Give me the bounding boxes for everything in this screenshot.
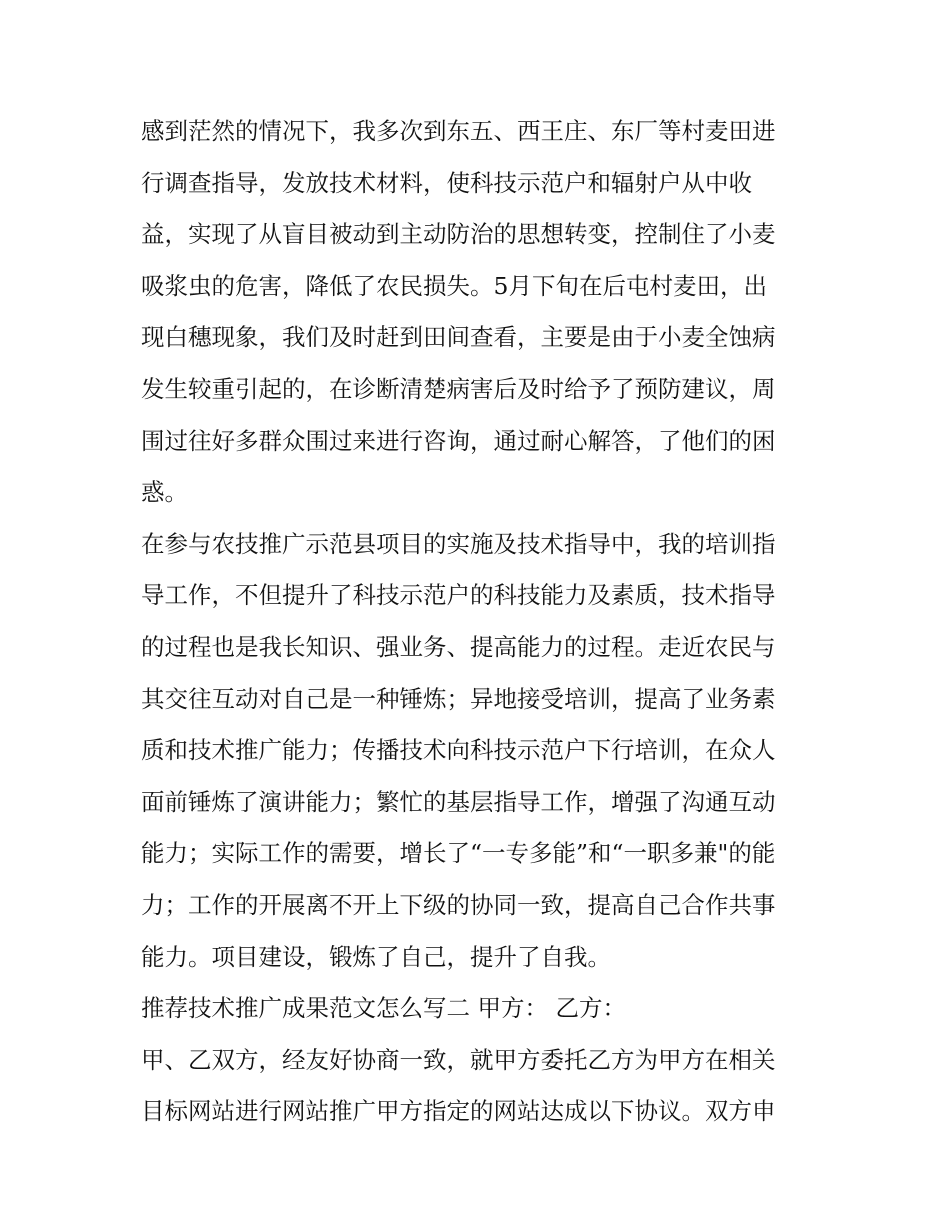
text-line: 力；工作的开展离不开上下级的协同一致，提高自己合作共事	[141, 890, 776, 919]
text-line: 在参与农技推广示范县项目的实施及技术指导中，我的培训指	[141, 529, 776, 558]
text-line: 能力。项目建设，锻炼了自己，提升了自我。	[141, 942, 611, 971]
text-line: 的过程也是我长知识、强业务、提高能力的过程。走近农民与	[141, 632, 776, 661]
text-line: 导工作，不但提升了科技示范户的科技能力及素质，技术指导	[141, 581, 776, 610]
text-line: 现白穗现象，我们及时赶到田间查看，主要是由于小麦全蚀病	[141, 323, 776, 352]
document-body	[141, 106, 821, 1138]
text-line: 行调查指导，发放技术材料，使科技示范户和辐射户从中收	[141, 168, 752, 197]
text-line: 感到茫然的情况下，我多次到东五、西王庄、东厂等村麦田进	[141, 117, 776, 145]
text-line: 面前锤炼了演讲能力；繁忙的基层指导工作，增强了沟通互动	[141, 787, 776, 816]
text-line: 质和技术推广能力；传播技术向科技示范户下行培训，在众人	[141, 736, 776, 765]
text-line: 围过往好多群众围过来进行咨询，通过耐心解答，了他们的困	[141, 426, 776, 455]
text-line: 惑。	[141, 478, 188, 507]
text-line: 其交往互动对自己是一种锤炼；异地接受培训，提高了业务素	[141, 684, 776, 713]
text-line: 吸浆虫的危害，降低了农民损失。5月下旬在后屯村麦田，出	[141, 271, 767, 300]
text-line: 发生较重引起的，在诊断清楚病害后及时给予了预防建议，周	[141, 374, 776, 403]
text-line: 甲、乙双方，经友好协商一致，就甲方委托乙方为甲方在相关	[141, 1045, 776, 1074]
text-line: 益，实现了从盲目被动到主动防治的思想转变，控制住了小麦	[141, 220, 776, 249]
section-heading-line: 推荐技术推广成果范文怎么写二 甲方： 乙方：	[141, 994, 626, 1023]
text-line: 目标网站进行网站推广甲方指定的网站达成以下协议。双方申	[141, 1097, 776, 1126]
text-line: 能力；实际工作的需要，增长了“一专多能”和“一职多兼"的能	[141, 839, 776, 868]
